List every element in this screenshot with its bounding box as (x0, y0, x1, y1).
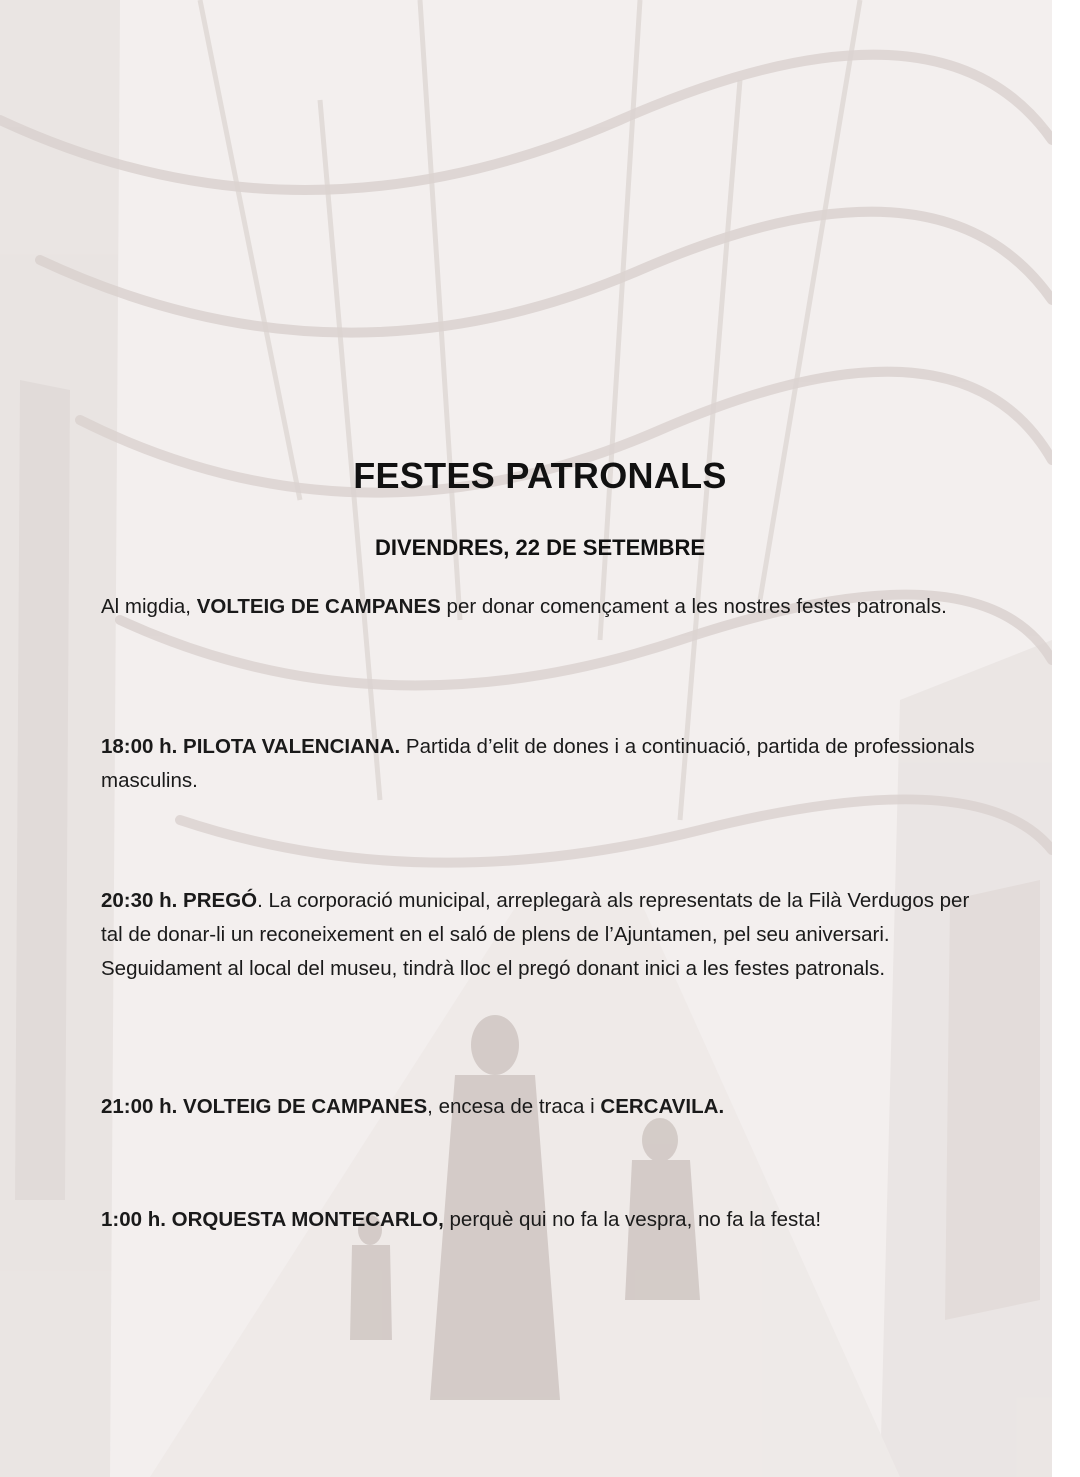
event-title: ORQUESTA MONTECARLO, (171, 1208, 444, 1231)
event-description: per donar començament a les nostres festes patronals. (440, 595, 947, 618)
event-time: 21:00 h. (101, 1095, 184, 1118)
event-description: perquè qui no fa la vespra, no fa la festa! (443, 1208, 822, 1231)
event-time: 1:00 h. (101, 1208, 172, 1231)
event-title: VOLTEIG DE CAMPANES (196, 595, 441, 618)
event-midday (101, 590, 981, 624)
event-1800 (101, 730, 981, 798)
event-intro: Al migdia, (101, 595, 197, 618)
event-2100 (101, 1090, 981, 1124)
event-description: , encesa de traca i (427, 1095, 601, 1118)
event-title: PREGÓ (183, 889, 258, 912)
event-title: VOLTEIG DE CAMPANES (183, 1095, 428, 1118)
event-0100 (101, 1203, 981, 1237)
event-title: PILOTA VALENCIANA. (183, 735, 401, 758)
page-title: FESTES PATRONALS (353, 455, 727, 496)
date-heading: DIVENDRES, 22 DE SETEMBRE (374, 535, 706, 560)
event-description: . La corporació municipal, arreplegarà als representats de la Filà Verdugos per tal de donar-li un reconeixement en el saló de plens de l’Ajuntamen, pel seu aniversari. Seguidament al local del museu, tindrà lloc el pregó donant inici a les festes patronals. (101, 889, 970, 980)
event-title-secondary: CERCAVILA. (600, 1095, 725, 1118)
event-description: Partida d’elit de dones i a continuació, partida de professionals masculins. (101, 735, 975, 792)
event-time: 20:30 h. (101, 889, 184, 912)
event-time: 18:00 h. (101, 735, 184, 758)
event-2030 (101, 884, 981, 986)
